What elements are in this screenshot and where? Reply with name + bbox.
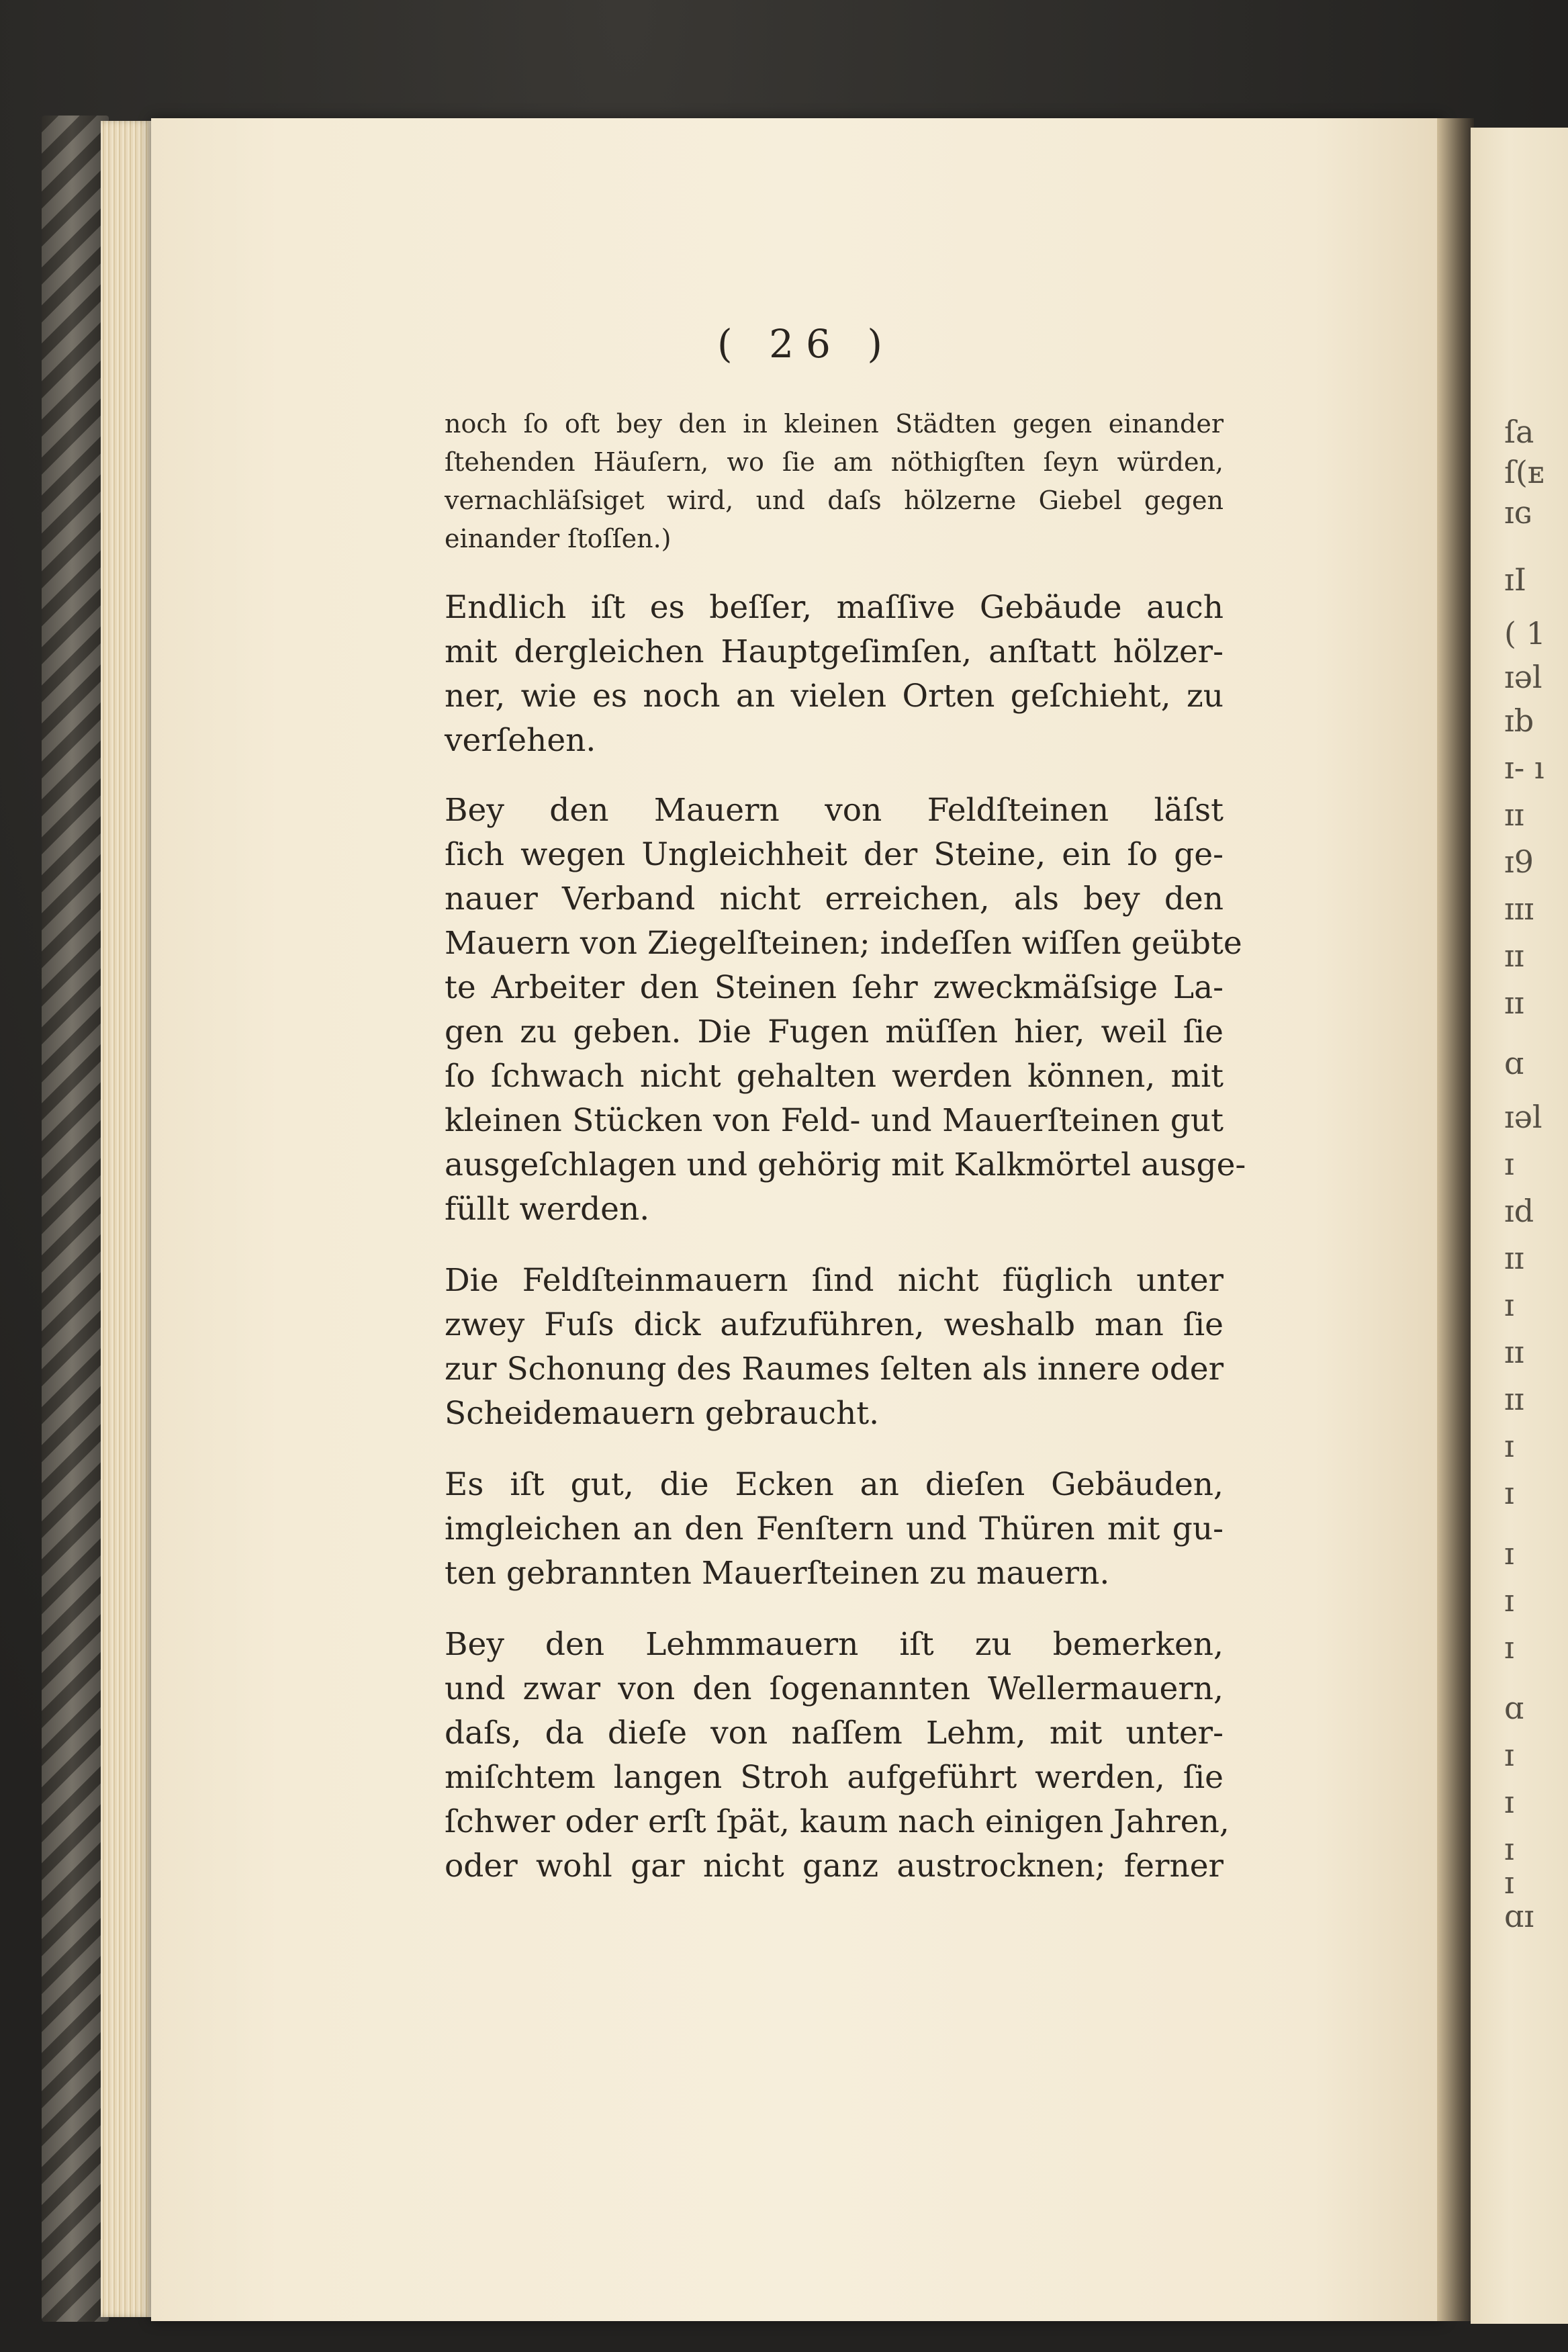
book-gutter	[1437, 118, 1474, 2321]
body-line: ſo ſchwach nicht gehalten werden können, mit	[445, 1058, 1224, 1095]
body-line: Scheidemauern gebraucht.	[445, 1395, 880, 1432]
body-line: miſchtem langen Stroh aufgeführt werden, ſie	[445, 1759, 1224, 1796]
page-number: ( 26 )	[717, 321, 894, 367]
facing-page-fragment: ɪ	[1504, 1739, 1514, 1770]
facing-page-fragment: ɪɪ	[1504, 1242, 1524, 1273]
footnote-line: einander ſtoſſen.)	[445, 524, 672, 553]
facing-page-fragment: ɪɪ	[1504, 1337, 1524, 1367]
facing-page-fragment: ɪd	[1504, 1195, 1534, 1226]
facing-page-fragment: ɪ	[1504, 1632, 1514, 1663]
facing-page-fragment: ɪ	[1504, 1834, 1514, 1864]
facing-page-fragment: ɪ	[1504, 1478, 1514, 1508]
body-line: te Arbeiter den Steinen ſehr zweckmäſsige La-	[445, 969, 1224, 1006]
facing-page-fragment: ɪ	[1504, 1290, 1514, 1320]
body-line: imgleichen an den Fenſtern und Thüren mit gu-	[445, 1510, 1224, 1547]
body-line: füllt werden.	[445, 1191, 650, 1228]
book-cover-left	[42, 116, 109, 2322]
body-line: ſich wegen Ungleichheit der Steine, ein ſo ge-	[445, 836, 1224, 873]
body-line: Die Feldſteinmauern ſind nicht füglich unter	[445, 1262, 1224, 1299]
footnote-line: vernachläſsiget wird, und daſs hölzerne Giebel gegen	[445, 486, 1224, 515]
facing-page-fragment: ɪɪ	[1504, 987, 1524, 1018]
facing-page-fragment: ɑ	[1504, 1048, 1524, 1079]
facing-page-fragment: ɪ	[1504, 1786, 1514, 1817]
body-line: zur Schonung des Raumes ſelten als innere oder	[445, 1351, 1224, 1388]
body-line: Bey den Lehmmauern iſt zu bemerken,	[445, 1626, 1224, 1663]
facing-page-fragment: ɑ	[1504, 1692, 1524, 1723]
body-line: ausgeſchlagen und gehörig mit Kalkmörtel ausge-	[445, 1146, 1246, 1183]
body-line: ten gebrannten Mauerſteinen zu mauern.	[445, 1555, 1110, 1592]
facing-page-fragment: ɪ	[1504, 1431, 1514, 1461]
facing-page-fragment: ɪɢ	[1504, 497, 1532, 528]
body-line: Endlich iſt es beſſer, maſſive Gebäude auch	[445, 589, 1224, 626]
facing-page-fragment: ſa	[1504, 416, 1534, 447]
body-line: Es iſt gut, die Ecken an dieſen Gebäuden,	[445, 1466, 1224, 1503]
body-line: mit dergleichen Hauptgeſimſen, anſtatt hölzer-	[445, 633, 1224, 670]
body-line: Bey den Mauern von Feldſteinen läſst	[445, 792, 1224, 829]
facing-page-fragment: ɪb	[1504, 705, 1534, 736]
facing-page-fragment: ɪ	[1504, 1585, 1514, 1616]
body-line: ſchwer oder erſt ſpät, kaum nach einigen Jahren,	[445, 1803, 1230, 1840]
facing-page-fragment: ɪəl	[1504, 1101, 1542, 1132]
footnote-line: noch ſo oft bey den in kleinen Städten gegen einander	[445, 409, 1224, 439]
facing-page-fragment: ɑɪ	[1504, 1901, 1534, 1932]
facing-page-fragment: ɪɪ	[1504, 1384, 1524, 1414]
facing-page-fragment: ( 1	[1504, 618, 1546, 649]
facing-page-fragment: ɪ9	[1504, 846, 1534, 877]
body-line: ner, wie es noch an vielen Orten geſchieht, zu	[445, 678, 1224, 715]
body-line: oder wohl gar nicht ganz austrocknen; ferner	[445, 1848, 1224, 1885]
footnote-line: ſtehenden Häuſern, wo ſie am nöthigſten ſeyn würden,	[445, 447, 1224, 477]
facing-page-fragment: ɪɪ	[1504, 799, 1524, 830]
facing-page-fragment: ɪI	[1504, 564, 1526, 595]
body-line: kleinen Stücken von Feld- und Mauerſteinen gut	[445, 1102, 1224, 1139]
page-edges	[101, 121, 154, 2317]
facing-page-fragment: ɪ- ı	[1504, 752, 1544, 783]
facing-page-fragment: ſ(ᴇ	[1504, 457, 1545, 488]
facing-page-fragment: ɪ	[1504, 1867, 1514, 1898]
body-line: gen zu geben. Die Fugen müſſen hier, weil ſie	[445, 1013, 1224, 1050]
facing-page-fragment: ɪɪɪ	[1504, 893, 1534, 924]
facing-page-fragment: ɪ	[1504, 1538, 1514, 1569]
body-line: nauer Verband nicht erreichen, als bey den	[445, 880, 1224, 917]
facing-page-fragment: ɪəl	[1504, 662, 1542, 692]
body-line: daſs, da dieſe von naſſem Lehm, mit unter-	[445, 1715, 1224, 1752]
facing-page-fragment: ɪ	[1504, 1148, 1514, 1179]
facing-page-fragment: ɪɪ	[1504, 940, 1524, 971]
body-line: Mauern von Ziegelſteinen; indeſſen wiſſen geübte	[445, 925, 1242, 962]
body-line: verſehen.	[445, 722, 596, 759]
body-line: zwey Fuſs dick aufzuführen, weshalb man ſie	[445, 1306, 1224, 1343]
body-line: und zwar von den ſogenannten Wellermauern,	[445, 1670, 1224, 1707]
